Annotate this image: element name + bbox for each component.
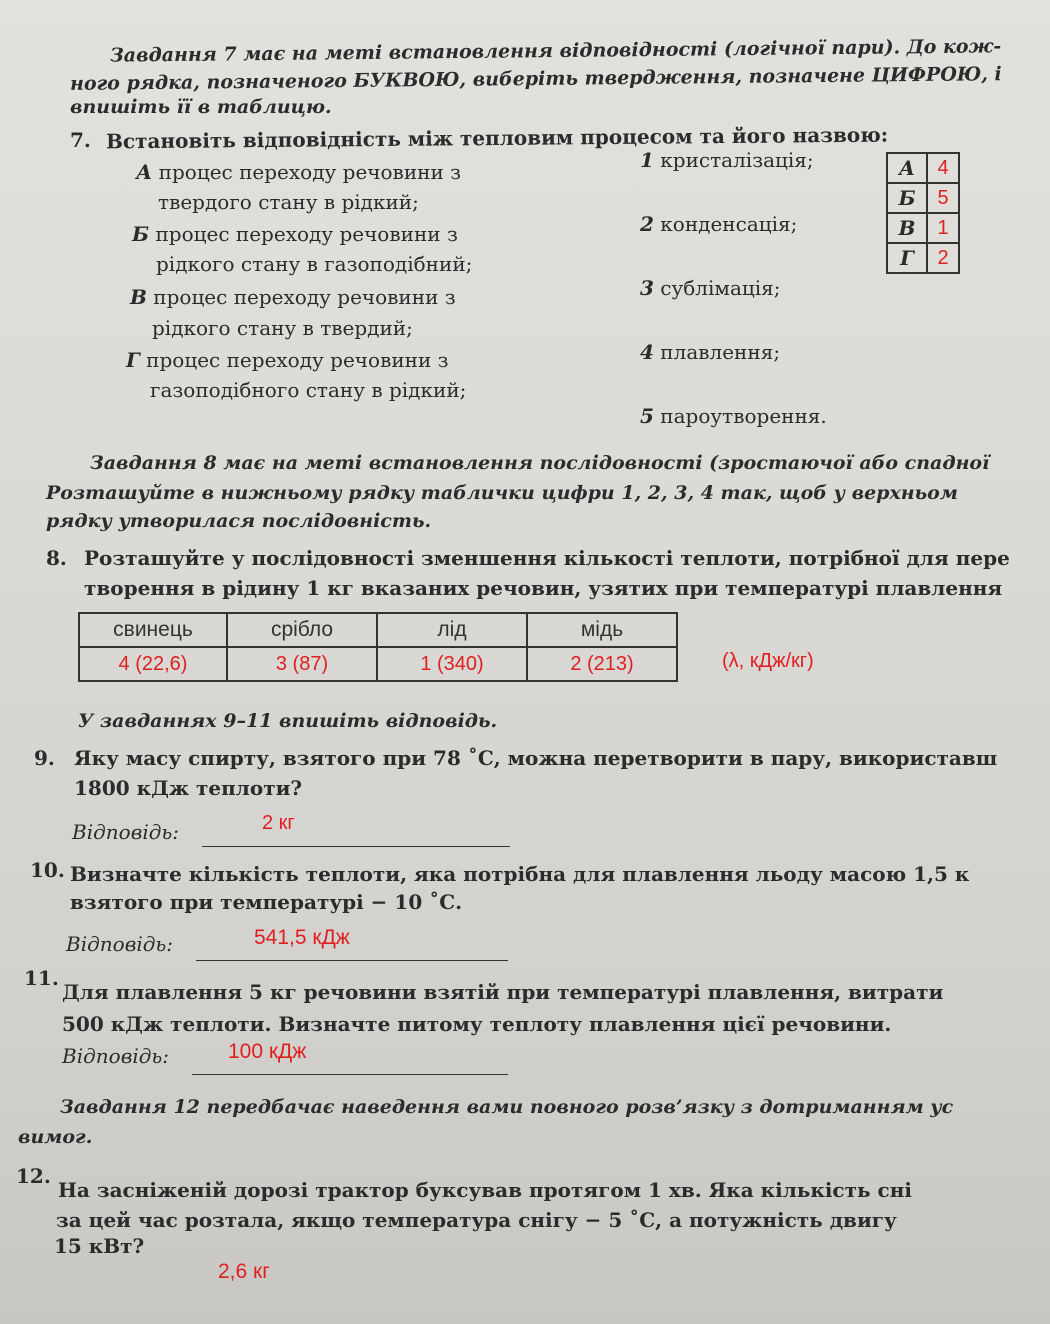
q11-answer-value[interactable]: 100 кДж [228,1040,307,1063]
answer-value[interactable]: 4 [927,153,959,183]
q7-choice-text: сублімація; [660,276,781,300]
q10-answer-value[interactable]: 541,5 кДж [254,926,350,949]
q7-choice-number: 4 [640,340,654,364]
q8-table [78,612,678,682]
q12-line1: На засніженій дорозі трактор буксував протягом 1 хв. Яка кількість сні [58,1178,912,1202]
q7-option-b-cont: рідкого стану в газоподібний; [156,252,473,276]
table-row [887,183,959,213]
q7-option-letter: А [136,160,153,184]
q7-option-text: процес переходу речовини з [146,348,449,372]
q9-answer-value[interactable]: 2 кг [262,812,295,834]
q7-choice-1 [640,148,814,172]
answer-letter: Г [887,243,927,273]
q7-option-c [130,285,456,309]
q7-option-text: процес переходу речовини з [158,160,462,184]
intro8-line3: рядку утворилася послідовність. [46,510,432,532]
q7-option-letter: Г [126,348,140,372]
table-header: срібло [227,613,377,647]
table-header: лід [377,613,527,647]
table-cell[interactable]: 1 (340) [377,647,527,681]
q7-choice-text: кристалізація; [660,148,814,172]
q12-number: 12. [16,1164,51,1188]
answer-letter: В [887,213,927,243]
q7-choice-5 [640,404,827,428]
q9-line2: 1800 кДж теплоти? [74,776,303,800]
table-header: мідь [527,613,677,647]
q11-answer-line [192,1074,508,1075]
q7-choice-2 [640,212,797,236]
q7-choice-number: 2 [640,212,654,236]
answer-value[interactable]: 1 [927,213,959,243]
q10-number: 10. [30,858,65,882]
intro7-line1: Завдання 7 має на меті встановлення відповідності (логічної пари). До кож- [109,35,1002,67]
table-cell[interactable]: 3 (87) [227,647,377,681]
q7-option-text: процес переходу речовини з [155,222,458,246]
q8-line2: творення в рідину 1 кг вказаних речовин, узятих при температурі плавлення [84,576,1003,600]
q10-answer-line [196,960,508,961]
q11-line1: Для плавлення 5 кг речовини взятій при температурі плавлення, витрати [62,980,944,1004]
q7-option-d [126,348,449,372]
q8-unit-note: (λ, кДж/кг) [722,650,814,672]
q7-choice-text: конденсація; [660,212,798,236]
q7-option-a [136,160,461,184]
intro8-line2: Розташуйте в нижньому рядку таблички цифри 1, 2, 3, 4 так, щоб у верхньом [46,482,958,504]
table-row [79,613,677,647]
q9-answer-line [202,846,510,847]
q7-answer-grid [886,152,960,274]
q11-number: 11. [24,966,59,990]
q7-option-text: процес переходу речовини з [153,285,456,309]
answer-letter: А [887,153,927,183]
q8-number: 8. [46,546,67,570]
table-cell[interactable]: 2 (213) [527,647,677,681]
answer-value[interactable]: 2 [927,243,959,273]
q11-line2: 500 кДж теплоти. Визначте питому теплоту плавлення цієї речовини. [62,1012,892,1036]
q7-option-letter: Б [132,222,150,246]
q7-option-d-cont: газоподібного стану в рідкий; [150,378,467,402]
q7-number: 7. [70,128,91,152]
q9-line1: Яку масу спирту, взятого при 78 ˚С, можна перетворити в пару, використавш [74,746,998,770]
q12-line2: за цей час розтала, якщо температура снігу − 5 ˚С, а потужність двигу [56,1208,897,1232]
intro7-line2: ного рядка, позначеного БУКВОЮ, виберіть твердження, позначене ЦИФРОЮ, і [69,63,1002,95]
q7-option-c-cont: рідкого стану в твердий; [152,316,413,340]
q7-choice-number: 3 [640,276,654,300]
q7-choice-3 [640,276,781,300]
q12-answer-value[interactable]: 2,6 кг [218,1260,270,1283]
q7-choice-4 [640,340,780,364]
table-row [887,153,959,183]
answer-value[interactable]: 5 [927,183,959,213]
q7-choice-number: 5 [640,404,654,428]
table-row [887,243,959,273]
q7-choice-text: плавлення; [660,340,781,364]
q7-option-letter: В [130,285,147,309]
q7-option-b [132,222,458,246]
table-row [79,647,677,681]
q7-choice-number: 1 [640,148,654,172]
q7-option-a-cont: твердого стану в рідкий; [158,190,419,214]
table-cell[interactable]: 4 (22,6) [79,647,227,681]
q11-answer-label: Відповідь: [62,1044,170,1068]
table-row [887,213,959,243]
table-header: свинець [79,613,227,647]
q9-answer-label: Відповідь: [72,820,180,844]
intro12-line1: Завдання 12 передбачає наведення вами повного розв’язку з дотриманням ус [60,1096,954,1118]
q10-line1: Визначте кількість теплоти, яка потрібна для плавлення льоду масою 1,5 к [70,862,970,886]
q10-line2: взятого при температурі − 10 ˚С. [70,890,463,914]
q7-text: Встановіть відповідність між тепловим процесом та його назвою: [105,122,889,154]
q9-number: 9. [34,746,55,770]
intro9-text: У завданнях 9–11 впишіть відповідь. [78,710,498,732]
intro7-line3: впишіть її в таблицю. [70,96,332,118]
q7-choice-text: пароутворення. [660,404,827,428]
intro12-line2: вимог. [18,1126,93,1148]
q8-line1: Розташуйте у послідовності зменшення кількості теплоти, потрібної для пере [84,546,1010,570]
answer-letter: Б [887,183,927,213]
q12-line3: 15 кВт? [54,1234,145,1258]
q10-answer-label: Відповідь: [66,932,174,956]
intro8-line1: Завдання 8 має на меті встановлення послідовності (зростаючої або спадної [90,452,990,474]
